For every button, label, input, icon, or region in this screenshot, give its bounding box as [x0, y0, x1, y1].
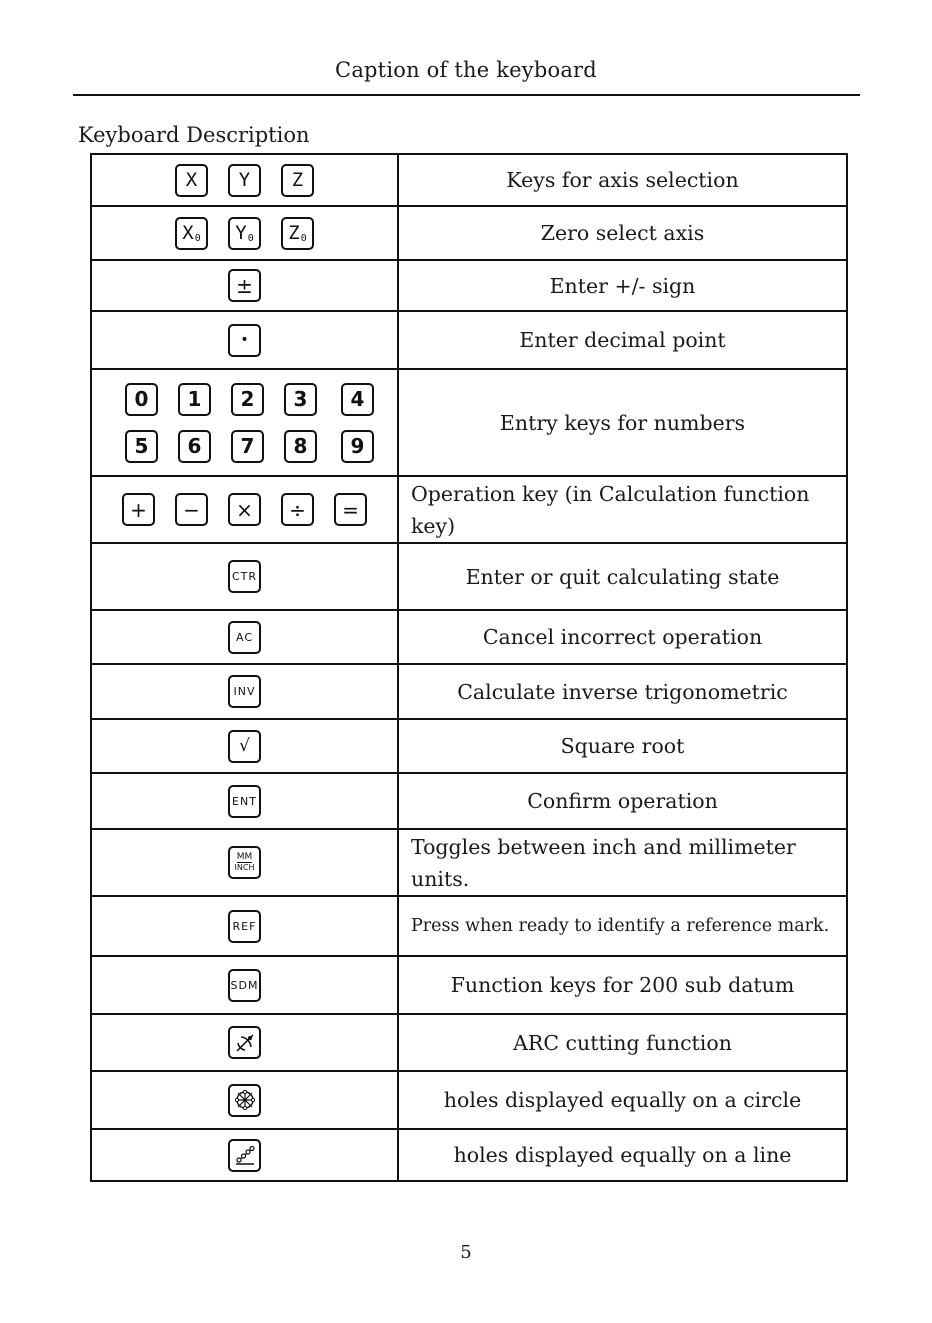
table-row — [91, 719, 847, 773]
sdm-key: SDM — [228, 969, 261, 1002]
arc-key — [228, 1026, 261, 1059]
digit-4-key: 4 — [341, 383, 374, 416]
description-cell: Square root — [398, 719, 847, 773]
digit-5-key: 5 — [125, 430, 158, 463]
ac-key: AC — [228, 621, 261, 654]
circle-holes-icon — [233, 1088, 257, 1112]
keys-cell — [91, 610, 398, 664]
keys-cell — [91, 311, 398, 369]
page-header-title: Caption of the keyboard — [335, 58, 597, 82]
square-root-key: √ — [228, 730, 261, 763]
table-row — [91, 154, 847, 206]
y-zero-key — [228, 217, 261, 250]
equals-key: = — [334, 493, 367, 526]
description-cell: Enter decimal point — [398, 311, 847, 369]
keys-cell — [91, 1129, 398, 1181]
keys-cell — [91, 206, 398, 260]
inv-key: INV — [228, 675, 261, 708]
digit-9-key: 9 — [341, 430, 374, 463]
table-row — [91, 610, 847, 664]
description-cell: Confirm operation — [398, 773, 847, 829]
keys-cell — [91, 260, 398, 311]
digit-0-key: 0 — [125, 383, 158, 416]
mm-inch-key — [228, 846, 261, 879]
table-row — [91, 543, 847, 610]
key-subscript: 0 — [300, 232, 307, 244]
digit-3-key: 3 — [284, 383, 317, 416]
table-row — [91, 1014, 847, 1071]
circle-holes-key — [228, 1084, 261, 1117]
digit-8-key: 8 — [284, 430, 317, 463]
digit-1-key: 1 — [178, 383, 211, 416]
key-letter: Z — [288, 222, 300, 244]
keys-cell — [91, 664, 398, 719]
keys-cell — [91, 1071, 398, 1129]
table-row — [91, 664, 847, 719]
keys-cell — [91, 956, 398, 1014]
description-cell: Zero select axis — [398, 206, 847, 260]
y-axis-key: Y — [228, 164, 261, 197]
table-row — [91, 1071, 847, 1129]
table-row — [91, 956, 847, 1014]
subtract-key: − — [175, 493, 208, 526]
keys-cell — [91, 829, 398, 896]
keys-cell — [91, 154, 398, 206]
keys-cell — [91, 1014, 398, 1071]
description-cell: holes displayed equally on a line — [398, 1129, 847, 1181]
description-cell: Cancel incorrect operation — [398, 610, 847, 664]
description-cell: Calculate inverse trigonometric — [398, 664, 847, 719]
decimal-point-key: • — [228, 324, 261, 357]
table-row — [91, 206, 847, 260]
divide-key: ÷ — [281, 493, 314, 526]
header-divider — [73, 94, 860, 96]
description-cell: Press when ready to identify a reference mark. — [398, 896, 847, 956]
keys-cell — [91, 773, 398, 829]
keys-cell — [91, 369, 398, 476]
x-axis-key: X — [175, 164, 208, 197]
keys-cell — [91, 543, 398, 610]
table-row — [91, 1129, 847, 1181]
z-axis-key: Z — [281, 164, 314, 197]
keys-cell — [91, 896, 398, 956]
table-row — [91, 773, 847, 829]
table-row — [91, 260, 847, 311]
keys-cell — [91, 719, 398, 773]
table-row — [91, 476, 847, 543]
table-row — [91, 829, 847, 896]
arc-icon — [233, 1031, 257, 1055]
description-cell: holes displayed equally on a circle — [398, 1071, 847, 1129]
description-cell: ARC cutting function — [398, 1014, 847, 1071]
z-zero-key — [281, 217, 314, 250]
description-cell: Toggles between inch and millimeter units. — [398, 829, 847, 896]
table-row — [91, 311, 847, 369]
table-row — [91, 369, 847, 476]
ent-key: ENT — [228, 785, 261, 818]
ref-key: REF — [228, 910, 261, 943]
add-key: + — [122, 493, 155, 526]
page-number: 5 — [460, 1242, 472, 1263]
digit-7-key: 7 — [231, 430, 264, 463]
line-holes-key — [228, 1139, 261, 1172]
digit-6-key: 6 — [178, 430, 211, 463]
key-letter: X — [182, 222, 194, 244]
plus-minus-key: ± — [228, 269, 261, 302]
inch-label: INCH — [234, 863, 255, 872]
description-cell: Operation key (in Calculation function key) — [398, 476, 847, 543]
key-letter: Y — [235, 222, 247, 244]
table-row — [91, 896, 847, 956]
key-subscript: 0 — [247, 232, 254, 244]
key-subscript: 0 — [194, 232, 201, 244]
section-title: Keyboard Description — [78, 123, 310, 147]
line-holes-icon — [233, 1143, 257, 1167]
ctr-key: CTR — [228, 560, 261, 593]
multiply-key: × — [228, 493, 261, 526]
description-cell: Function keys for 200 sub datum — [398, 956, 847, 1014]
keys-cell — [91, 476, 398, 543]
mm-label: MM — [236, 852, 253, 862]
description-cell: Enter or quit calculating state — [398, 543, 847, 610]
x-zero-key — [175, 217, 208, 250]
description-cell: Enter +/- sign — [398, 260, 847, 311]
description-cell: Entry keys for numbers — [398, 369, 847, 476]
digit-2-key: 2 — [231, 383, 264, 416]
keyboard-description-table — [90, 153, 848, 1182]
description-cell: Keys for axis selection — [398, 154, 847, 206]
